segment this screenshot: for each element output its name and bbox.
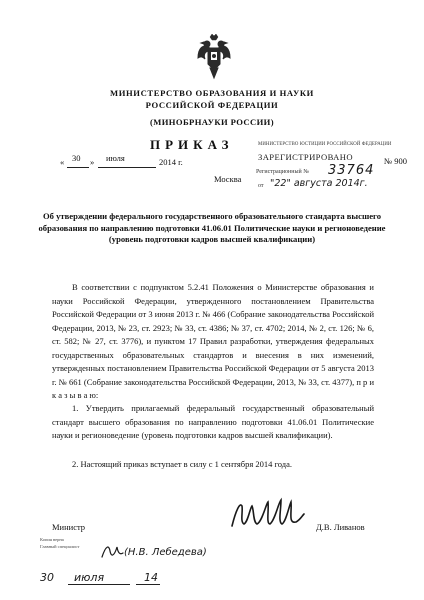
date-open-quote: «	[60, 157, 65, 167]
copy-initials-signature	[100, 543, 124, 561]
order-number-prefix: №	[384, 156, 393, 166]
copy-handwritten-name: (Н.В. Лебедева)	[124, 547, 207, 558]
copy-certification	[40, 535, 260, 597]
copy-note-line2: Главный специалист	[40, 544, 80, 549]
stamp-date-label: от	[258, 183, 264, 189]
ministry-name-line1: МИНИСТЕРСТВО ОБРАЗОВАНИЯ И НАУКИ	[110, 88, 314, 98]
copy-date-year: 14	[144, 571, 158, 584]
coat-of-arms-emblem	[197, 34, 231, 80]
stamp-date: "22" августа 2014г.	[270, 178, 368, 189]
order-number	[384, 156, 407, 166]
signatory-title: Министр	[52, 522, 86, 532]
stamp-number-label: Регистрационный №	[256, 169, 309, 175]
copy-date-month: июля	[74, 571, 105, 584]
copy-date-day: 30	[40, 571, 54, 584]
ministry-short-name: (МИНОБРНАУКИ РОССИИ)	[149, 117, 275, 127]
date-month: июля	[106, 153, 125, 163]
stamp-number: 33764	[328, 163, 375, 178]
document-heading: Об утверждении федерального государственного образовательного стандарта высшего образования по направлению подготовки 41.06.01 Политические науки и регионоведение (уровень подготовки кадров высшей квалификации)	[38, 211, 386, 245]
date-close-quote: »	[90, 157, 95, 167]
paragraph-preamble: В соответствии с подпунктом 5.2.41 Положения о Министерстве образования и науки Российской Федерации, утвержденного постановлением Правительства Российской Федерации от 3 июня 2013 г. № 466 (Собрание законодательства Российской Федерации, 2013, № 23, ст. 2923; № 33, ст. 4386; № 37, ст. 4702; 2014, № 2, ст. 126; № 6, ст. 582; № 27, ст. 3776), и пунктом 17 Правил разработки, утверждения федеральных государственных образовательных стандартов и внесения в них изменений, утвержденных постановлением Правительства Российской Федерации от 5 августа 2013 г. № 661 (Собрание законодательства Российской Федерации, 2013, № 33, ст. 4377), п р и к а з ы в а ю:	[52, 282, 374, 400]
paragraph-item-1: 1. Утвердить прилагаемый федеральный государственный образовательный стандарт высшего образования по направлению подготовки 41.06.01 Политические науки и регионоведение (уровень подготовки кадров высшей квалификации).	[52, 403, 374, 440]
paragraph-item-2: 2. Настоящий приказ вступает в силу с 1 сентября 2014 года.	[72, 459, 292, 469]
order-number-value: 900	[394, 156, 407, 166]
handwritten-signature	[226, 496, 306, 532]
order-date	[60, 153, 280, 169]
ministry-name-line2: РОССИЙСКОЙ ФЕДЕРАЦИИ	[145, 100, 279, 110]
copy-note-line1: Копия верна	[40, 537, 64, 542]
order-title: ПРИКАЗ	[150, 137, 234, 152]
city-label: Москва	[214, 174, 242, 184]
date-day: 30	[72, 153, 81, 163]
date-year: 2014 г.	[159, 157, 183, 167]
stamp-ministry-line: МИНИСТЕРСТВО ЮСТИЦИИ РОССИЙСКОЙ ФЕДЕРАЦИИ	[258, 142, 392, 147]
signatory-name: Д.В. Ливанов	[316, 522, 365, 532]
stamp-title: ЗАРЕГИСТРИРОВАНО	[258, 152, 353, 162]
